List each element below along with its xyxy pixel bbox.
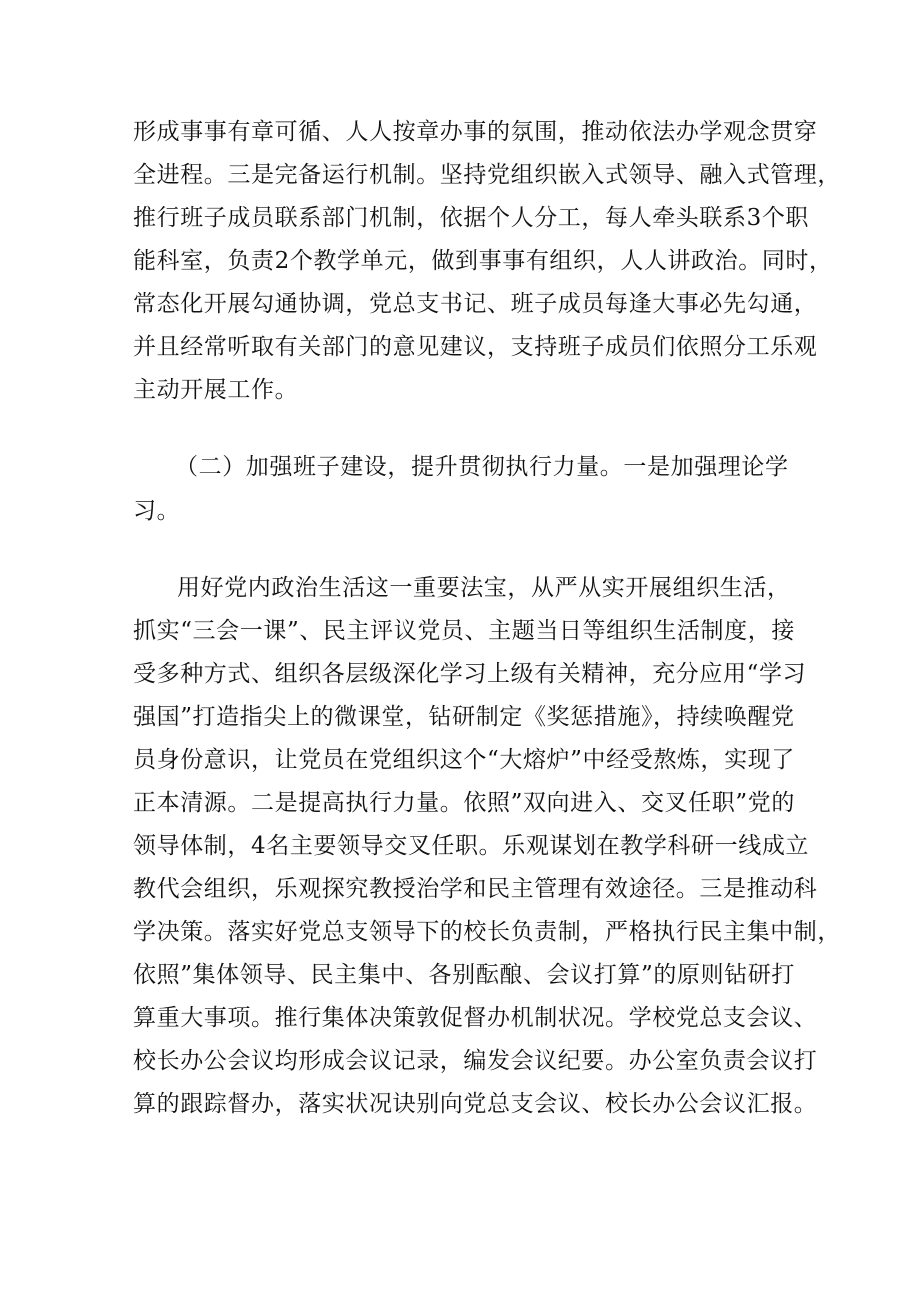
paragraph-start-line: 用好党内政治生活这一重要法宝，从严从实开展组织生活， [177,575,791,601]
text-line-12: 受多种方式、组织各层级深化学习上级有关精神，充分应用“学习 [133,661,807,687]
text-line-14: 员身份意识，让党员在党组织这个“大熔炉”中经受熬炼，实现了 [133,747,795,773]
text-line-15: 正本清源。二是提高执行力量。依照”双向进入、交叉任职”党的 [133,790,795,816]
text-line-22: 算的跟踪督办，落实状况诀别向党总支会议、校长办公会议汇报。 [133,1091,818,1117]
text-line-19: 依照”集体领导、民主集中、各别酝酿、会议打算”的原则钻研打 [133,962,795,988]
text-line-18: 学决策。落实好党总支领导下的校长负责制，严格执行民主集中制， [133,919,841,945]
text-line-17: 教代会组织，乐观探究教授治学和民主管理有效途径。三是推动科 [133,876,818,902]
text-line-3: 推行班子成员联系部门机制，依据个人分工，每人牵头联系3个职 [133,205,810,231]
text-line-16: 领导体制，4名主要领导交叉任职。乐观谋划在教学科研一线成立 [133,833,810,859]
text-line-20: 算重大事项。推行集体决策敦促督办机制状况。学校党总支会议、 [133,1005,818,1031]
text-line-13: 强国”打造指尖上的微课堂，钻研制定《奖惩措施》，持续唤醒党 [133,704,795,730]
section-heading-line: （二）加强班子建设，提升贯彻执行力量。一是加强理论学 [175,454,789,480]
text-line-6: 并且经常听取有关部门的意见建议，支持班子成员们依照分工乐观 [133,334,818,360]
text-line-21: 校长办公会议均形成会议记录，编发会议纪要。办公室负责会议打 [133,1048,818,1074]
text-line-7: 主动开展工作。 [133,377,299,403]
section-heading-line-cont: 习。 [133,498,181,524]
text-line-5: 常态化开展勾通协调，党总支书记、班子成员每逢大事必先勾通， [133,291,818,317]
text-line-2: 全进程。三是完备运行机制。坚持党组织嵌入式领导、融入式管理， [133,162,841,188]
text-line-4: 能科室，负责2个教学单元，做到事事有组织，人人讲政治。同时， [133,248,833,274]
text-line-11: 抓实“三会一课”、民主评议党员、主题当日等组织生活制度，接 [133,618,795,644]
text-line-1: 形成事事有章可循、人人按章办事的氛围，推动依法办学观念贯穿 [133,119,818,145]
